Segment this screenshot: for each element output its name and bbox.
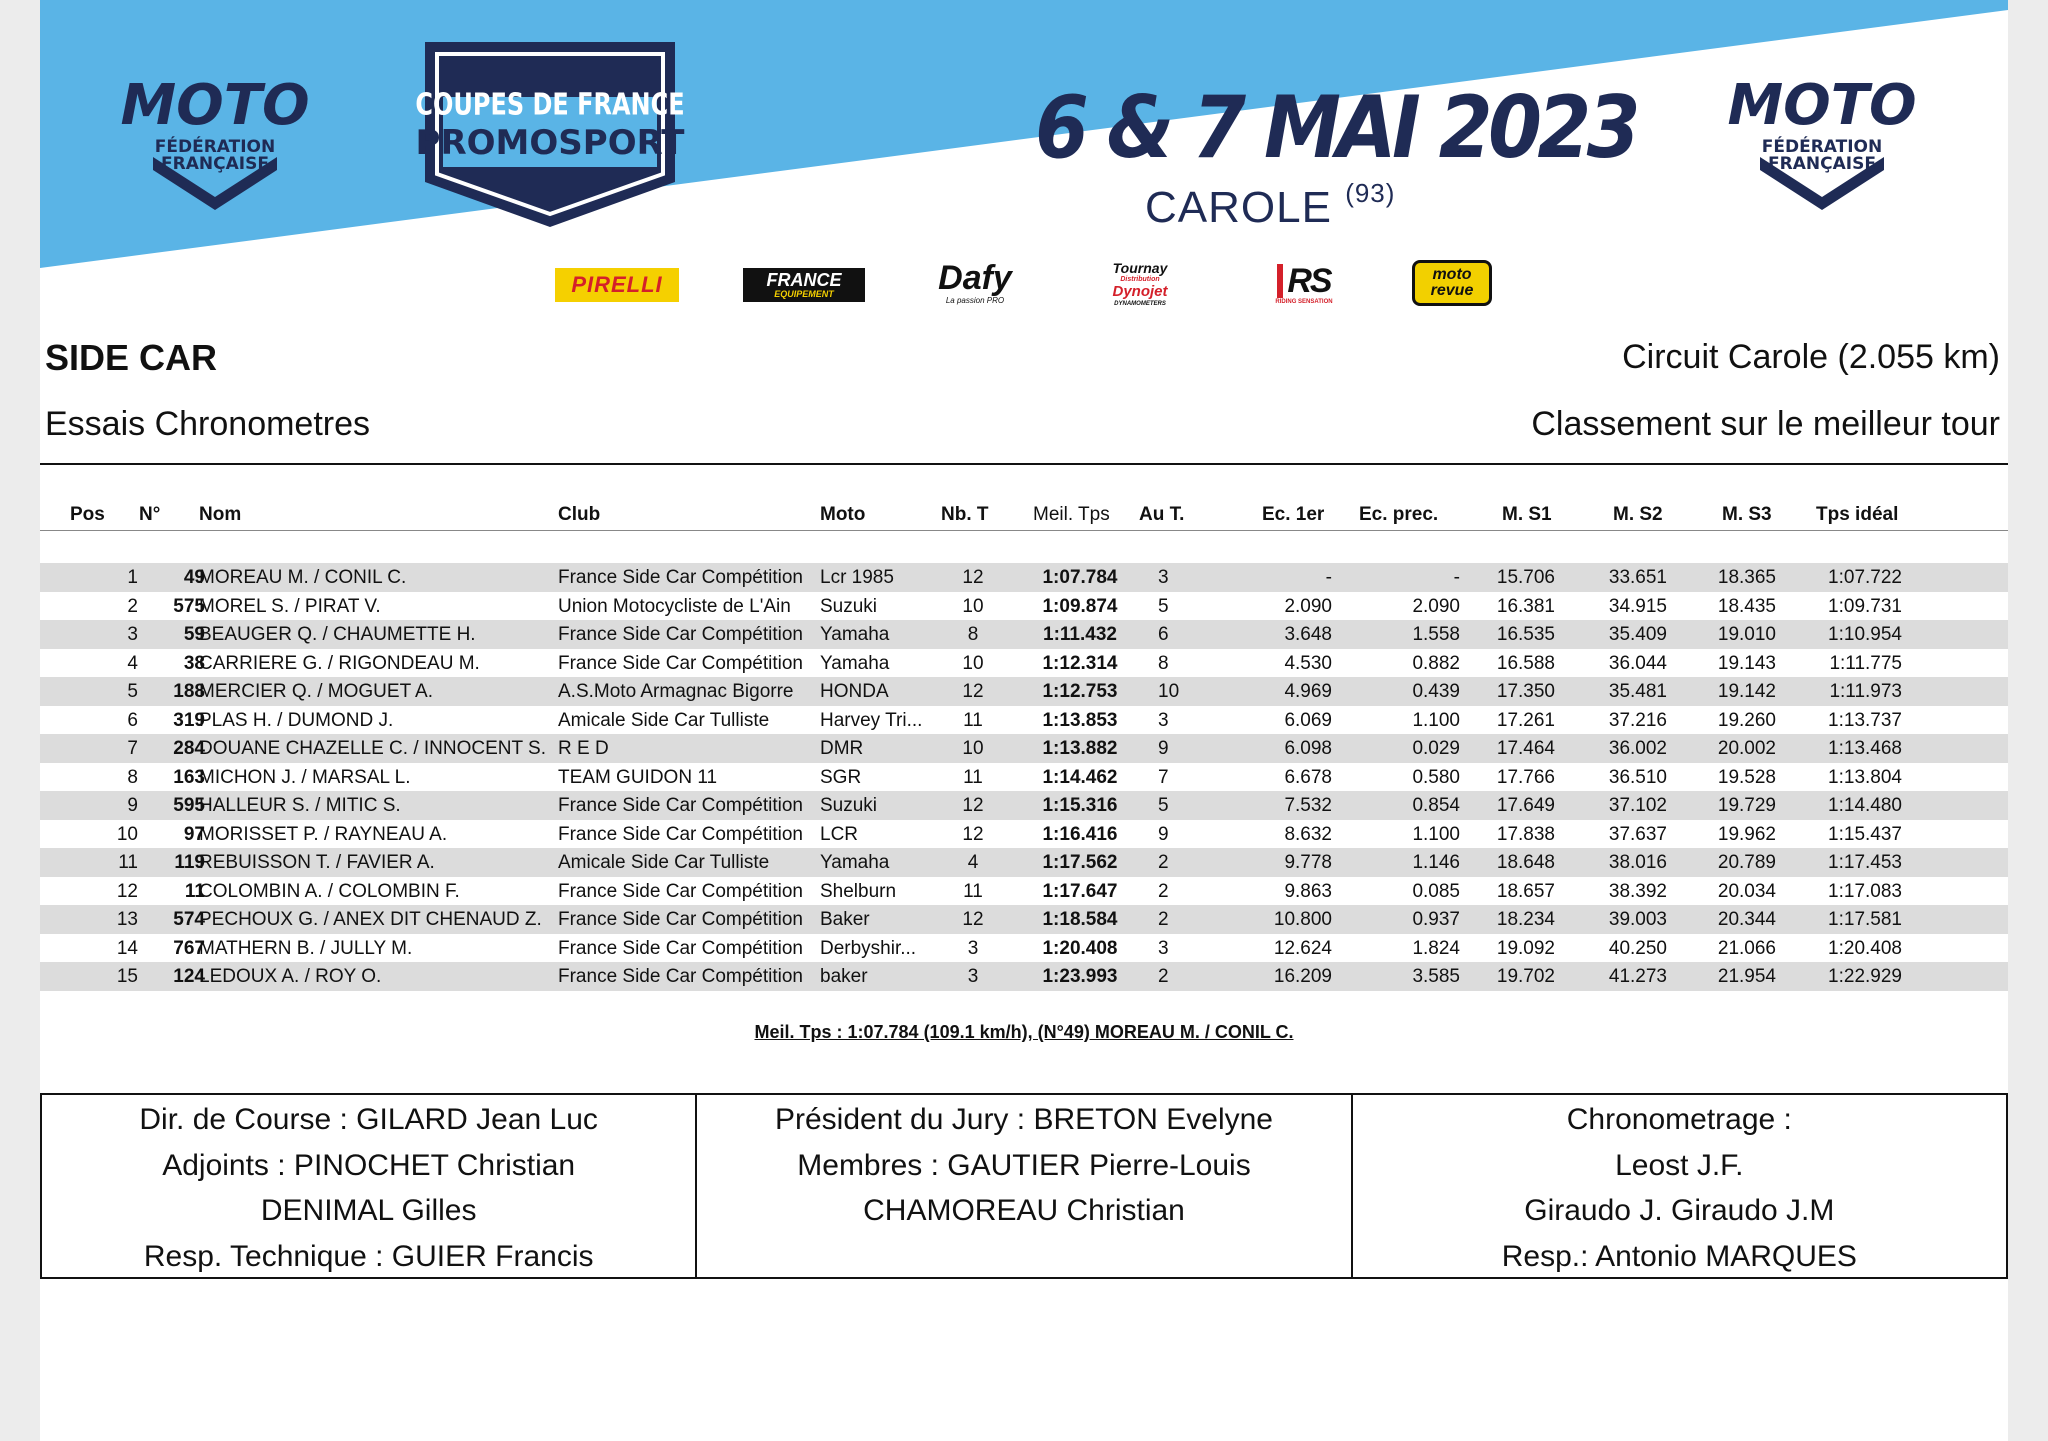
table-row xyxy=(40,791,2008,820)
cell-club: Amicale Side Car Tulliste xyxy=(558,709,770,731)
cell-s2: 37.637 xyxy=(1608,823,1667,845)
col-pos: Pos xyxy=(70,504,105,525)
cell-num: 124 xyxy=(173,966,205,987)
cell-s3: 19.142 xyxy=(1717,681,1776,702)
cell-nbt: 8 xyxy=(967,624,979,645)
cell-moto: Shelburn xyxy=(820,880,897,902)
cell-ideal: 1:15.437 xyxy=(1828,823,1902,845)
cell-club: France Side Car Compétition xyxy=(558,652,803,674)
cell-s1: 17.649 xyxy=(1496,795,1555,816)
sponsor-dafy xyxy=(930,258,1020,308)
cell-aut: 10 xyxy=(1158,681,1180,702)
banner-blue-band xyxy=(40,0,2008,268)
cell-aut: 8 xyxy=(1158,652,1169,674)
cell-nbt: 11 xyxy=(963,709,983,731)
cell-pos: 12 xyxy=(116,880,138,902)
cell-meil: 1:13.882 xyxy=(1042,738,1118,759)
cell-s1: 18.648 xyxy=(1496,852,1555,873)
cell-meil: 1:17.647 xyxy=(1042,880,1118,902)
cell-ecp: 1.558 xyxy=(1412,624,1460,645)
officials-line: Dir. de Course : GILARD Jean Luc xyxy=(139,1103,598,1136)
cell-nbt: 10 xyxy=(962,595,984,617)
cell-num: 11 xyxy=(184,880,205,902)
venue-dept: (93) xyxy=(1345,178,1396,208)
cell-ec1: 6.069 xyxy=(1284,709,1332,731)
cell-ec1: 6.098 xyxy=(1284,738,1332,759)
cell-s1: 19.092 xyxy=(1496,937,1555,959)
cell-club: A.S.Moto Armagnac Bigorre xyxy=(558,681,794,702)
cell-s3: 20.034 xyxy=(1717,880,1776,902)
cell-aut: 2 xyxy=(1158,852,1169,873)
cell-club: France Side Car Compétition xyxy=(558,937,803,959)
cell-club: France Side Car Compétition xyxy=(558,909,803,930)
cell-meil: 1:07.784 xyxy=(1042,567,1118,588)
cell-moto: Derbyshir... xyxy=(820,937,917,959)
cell-s3: 19.962 xyxy=(1717,823,1776,845)
cell-pos: 11 xyxy=(118,852,138,873)
cell-nom: PLAS H. / DUMOND J. xyxy=(199,709,394,731)
col-club: Club xyxy=(558,504,601,525)
cell-club: TEAM GUIDON 11 xyxy=(558,766,718,788)
cell-aut: 3 xyxy=(1158,709,1169,731)
cell-meil: 1:12.753 xyxy=(1042,681,1118,702)
col-num: N° xyxy=(139,504,161,525)
cell-moto: Baker xyxy=(820,909,870,930)
tournay-line4: DYNAMOMETERS xyxy=(1114,300,1166,307)
cell-s2: 36.044 xyxy=(1608,652,1667,674)
cell-aut: 9 xyxy=(1158,738,1169,759)
cell-s3: 20.002 xyxy=(1717,738,1776,759)
cell-ec1: 2.090 xyxy=(1284,595,1332,617)
cell-ideal: 1:10.954 xyxy=(1828,624,1902,645)
cell-nom: BEAUGER Q. / CHAUMETTE H. xyxy=(199,624,476,645)
table-row xyxy=(40,563,2008,592)
officials-line: Adjoints : PINOCHET Christian xyxy=(162,1148,576,1182)
cell-nbt: 3 xyxy=(967,937,979,959)
cell-nbt: 12 xyxy=(962,681,984,702)
cell-pos: 5 xyxy=(127,681,138,702)
title-divider xyxy=(40,463,2008,465)
cell-s1: 18.234 xyxy=(1496,909,1555,930)
rs-name: RS xyxy=(1277,264,1330,298)
cell-nom: MOREL S. / PIRAT V. xyxy=(199,595,381,617)
cell-ecp: 3.585 xyxy=(1412,966,1460,987)
col-meil: Meil. Tps xyxy=(1033,504,1110,525)
col-ec1: Ec. 1er xyxy=(1262,504,1325,525)
cell-s1: 17.766 xyxy=(1496,766,1555,788)
cell-meil: 1:12.314 xyxy=(1042,652,1118,674)
cell-pos: 15 xyxy=(116,966,138,987)
cell-s3: 18.435 xyxy=(1717,595,1776,617)
results-table-body xyxy=(40,563,2008,991)
cell-aut: 7 xyxy=(1158,766,1169,788)
table-row xyxy=(40,934,2008,963)
sponsor-tournay-dynojet xyxy=(1090,258,1190,310)
ffm-right-moto: MOTO xyxy=(1727,73,1917,138)
cell-ideal: 1:17.453 xyxy=(1828,852,1902,873)
cell-aut: 9 xyxy=(1158,823,1169,845)
cell-num: 38 xyxy=(183,652,205,674)
cell-num: 575 xyxy=(173,595,205,617)
cell-num: 574 xyxy=(173,909,205,930)
table-row xyxy=(40,962,2008,991)
cell-s2: 37.102 xyxy=(1608,795,1667,816)
cell-pos: 13 xyxy=(116,909,138,930)
cell-num: 767 xyxy=(173,937,205,959)
cell-ideal: 1:11.775 xyxy=(1829,652,1902,674)
dafy-name: Dafy xyxy=(938,259,1012,297)
cell-ec1: 7.532 xyxy=(1284,795,1332,816)
officials-timing xyxy=(1353,1095,2006,1277)
cell-meil: 1:20.408 xyxy=(1042,937,1118,959)
cell-ec1: - xyxy=(1325,567,1332,588)
promosport-line1: COUPES DE FRANCE xyxy=(415,87,685,123)
cell-s3: 19.528 xyxy=(1717,766,1776,788)
cell-ecp: 0.439 xyxy=(1412,681,1460,702)
cell-s2: 40.250 xyxy=(1608,937,1667,959)
ffm-right-federation: FÉDÉRATION xyxy=(1761,137,1883,157)
cell-moto: LCR xyxy=(820,823,859,845)
cell-ecp: 0.029 xyxy=(1412,738,1460,759)
venue-name: CAROLE xyxy=(1145,183,1332,232)
ffm-logo-right xyxy=(1727,73,1916,210)
cell-meil: 1:16.416 xyxy=(1042,823,1118,845)
table-row xyxy=(40,905,2008,934)
cell-pos: 2 xyxy=(127,595,138,617)
cell-s3: 21.066 xyxy=(1717,937,1776,959)
cell-nbt: 12 xyxy=(962,909,984,930)
cell-s1: 16.535 xyxy=(1496,624,1555,645)
cell-aut: 5 xyxy=(1158,795,1169,816)
cell-s2: 36.002 xyxy=(1608,738,1667,759)
table-row xyxy=(40,877,2008,906)
cell-s1: 19.702 xyxy=(1496,966,1555,987)
cell-nom: LEDOUX A. / ROY O. xyxy=(199,966,382,987)
cell-s1: 17.261 xyxy=(1496,709,1555,731)
cell-pos: 4 xyxy=(127,652,138,674)
col-ideal: Tps idéal xyxy=(1816,504,1899,525)
cell-s2: 38.016 xyxy=(1608,852,1667,873)
cell-s3: 19.143 xyxy=(1717,652,1776,674)
col-ecp: Ec. prec. xyxy=(1359,504,1439,525)
cell-ideal: 1:20.408 xyxy=(1828,937,1902,959)
cell-ec1: 4.530 xyxy=(1284,652,1332,674)
cell-s3: 19.010 xyxy=(1717,624,1776,645)
cell-ecp: 0.854 xyxy=(1412,795,1460,816)
cell-ideal: 1:07.722 xyxy=(1828,567,1902,588)
officials-line: Chronometrage : xyxy=(1566,1103,1792,1136)
cell-s3: 19.260 xyxy=(1717,709,1776,731)
category-title: SIDE CAR xyxy=(45,337,218,378)
cell-nom: MERCIER Q. / MOGUET A. xyxy=(199,681,434,702)
promosport-line2: PROMOSPORT xyxy=(415,123,685,163)
cell-aut: 2 xyxy=(1158,966,1169,987)
cell-moto: baker xyxy=(820,966,868,987)
col-s1: M. S1 xyxy=(1502,504,1552,525)
cell-num: 319 xyxy=(173,709,205,731)
table-row xyxy=(40,620,2008,649)
cell-num: 97 xyxy=(183,823,205,845)
session-title: Essais Chronometres xyxy=(45,405,371,443)
cell-meil: 1:09.874 xyxy=(1042,595,1118,617)
cell-pos: 14 xyxy=(116,937,138,959)
circuit-title: Circuit Carole (2.055 km) xyxy=(1622,338,2000,376)
cell-club: France Side Car Compétition xyxy=(558,795,803,816)
cell-ecp: 1.100 xyxy=(1412,823,1460,845)
cell-nom: CARRIERE G. / RIGONDEAU M. xyxy=(199,652,480,674)
cell-s1: 16.381 xyxy=(1496,595,1555,617)
cell-s1: 17.464 xyxy=(1496,738,1555,759)
cell-ec1: 16.209 xyxy=(1273,966,1332,987)
cell-ec1: 9.778 xyxy=(1284,852,1332,873)
cell-s3: 21.954 xyxy=(1717,966,1776,987)
cell-ec1: 9.863 xyxy=(1284,880,1332,902)
cell-s2: 34.915 xyxy=(1608,595,1667,617)
cell-club: France Side Car Compétition xyxy=(558,567,803,588)
table-header-divider xyxy=(40,530,2008,531)
col-moto: Moto xyxy=(820,504,866,525)
cell-moto: Lcr 1985 xyxy=(820,567,894,588)
cell-moto: SGR xyxy=(820,766,862,788)
results-page xyxy=(40,0,2008,1441)
ffm-left-francaise: FRANÇAISE xyxy=(161,154,269,174)
tournay-line3: Dynojet xyxy=(1112,282,1168,300)
cell-s1: 16.588 xyxy=(1496,652,1555,674)
cell-ec1: 6.678 xyxy=(1284,766,1332,788)
officials-line: Président du Jury : BRETON Evelyne xyxy=(774,1103,1273,1136)
cell-nbt: 12 xyxy=(962,567,984,588)
officials-line: Membres : GAUTIER Pierre-Louis xyxy=(797,1148,1251,1182)
officials-line: Resp. Technique : GUIER Francis xyxy=(143,1239,594,1273)
cell-ec1: 10.800 xyxy=(1273,909,1332,930)
cell-nom: MOREAU M. / CONIL C. xyxy=(199,567,407,588)
cell-club: Amicale Side Car Tulliste xyxy=(558,852,770,873)
cell-nbt: 11 xyxy=(963,880,983,902)
table-row xyxy=(40,820,2008,849)
cell-aut: 2 xyxy=(1158,880,1169,902)
cell-nbt: 12 xyxy=(962,823,984,845)
cell-meil: 1:15.316 xyxy=(1042,795,1118,816)
ffm-right-francaise: FRANÇAISE xyxy=(1768,154,1876,174)
cell-aut: 3 xyxy=(1158,937,1169,959)
cell-ec1: 4.969 xyxy=(1284,681,1332,702)
officials-line: CHAMOREAU Christian xyxy=(863,1194,1185,1227)
cell-pos: 1 xyxy=(127,567,138,588)
cell-ideal: 1:14.480 xyxy=(1828,795,1902,816)
cell-nom: MICHON J. / MARSAL L. xyxy=(199,766,411,788)
cell-nbt: 4 xyxy=(967,852,979,873)
cell-s2: 41.273 xyxy=(1608,966,1667,987)
event-date: 6 & 7 MAI 2023 xyxy=(1035,78,1637,178)
cell-pos: 10 xyxy=(116,823,138,845)
cell-nbt: 11 xyxy=(963,766,983,788)
cell-ideal: 1:13.468 xyxy=(1828,738,1902,759)
cell-ec1: 12.624 xyxy=(1273,937,1332,959)
tournay-line2: Distribution xyxy=(1120,275,1160,283)
cell-s2: 38.392 xyxy=(1608,880,1667,902)
cell-nbt: 10 xyxy=(962,652,984,674)
ranking-basis: Classement sur le meilleur tour xyxy=(1531,405,2000,443)
cell-ideal: 1:22.929 xyxy=(1828,966,1902,987)
cell-ecp: 2.090 xyxy=(1412,595,1460,617)
table-row xyxy=(40,848,2008,877)
cell-ec1: 8.632 xyxy=(1284,823,1332,845)
cell-num: 188 xyxy=(173,681,205,702)
cell-s2: 35.409 xyxy=(1608,624,1667,645)
col-aut: Au T. xyxy=(1139,504,1185,525)
officials-box xyxy=(40,1093,2008,1279)
cell-num: 163 xyxy=(173,766,205,788)
cell-num: 49 xyxy=(183,567,205,588)
cell-moto: Yamaha xyxy=(820,624,890,645)
cell-aut: 3 xyxy=(1158,567,1169,588)
officials-line: DENIMAL Gilles xyxy=(260,1194,477,1227)
cell-club: R E D xyxy=(558,738,609,759)
cell-s2: 35.481 xyxy=(1608,681,1667,702)
cell-ideal: 1:13.737 xyxy=(1828,709,1902,731)
ffm-left-federation: FÉDÉRATION xyxy=(154,137,276,157)
cell-nom: DOUANE CHAZELLE C. / INNOCENT S. xyxy=(199,738,546,759)
cell-nom: REBUISSON T. / FAVIER A. xyxy=(199,852,435,873)
cell-ecp: 0.937 xyxy=(1412,909,1460,930)
cell-ecp: 0.085 xyxy=(1412,880,1460,902)
france-equipement-line1: FRANCE xyxy=(766,270,842,290)
cell-club: France Side Car Compétition xyxy=(558,880,803,902)
col-s2: M. S2 xyxy=(1613,504,1663,525)
cell-meil: 1:11.432 xyxy=(1043,624,1117,645)
cell-s2: 33.651 xyxy=(1608,567,1667,588)
sponsor-rs xyxy=(1258,262,1350,308)
cell-nom: MORISSET P. / RAYNEAU A. xyxy=(199,823,448,845)
cell-ideal: 1:09.731 xyxy=(1828,595,1902,617)
cell-meil: 1:17.562 xyxy=(1042,852,1118,873)
cell-s2: 39.003 xyxy=(1608,909,1667,930)
cell-aut: 6 xyxy=(1158,624,1169,645)
cell-ideal: 1:17.083 xyxy=(1828,880,1902,902)
table-row xyxy=(40,706,2008,735)
cell-num: 284 xyxy=(173,738,205,759)
cell-meil: 1:23.993 xyxy=(1042,966,1118,987)
cell-meil: 1:14.462 xyxy=(1042,766,1118,788)
cell-s3: 18.365 xyxy=(1717,567,1776,588)
france-equipement-line2: EQUIPEMENT xyxy=(774,289,834,299)
cell-aut: 2 xyxy=(1158,909,1169,930)
cell-meil: 1:18.584 xyxy=(1042,909,1118,930)
cell-ecp: 1.146 xyxy=(1412,852,1460,873)
officials-line: Resp.: Antonio MARQUES xyxy=(1501,1239,1857,1273)
rs-tagline: RIDING SENSATION xyxy=(1275,299,1333,305)
cell-aut: 5 xyxy=(1158,595,1169,617)
cell-pos: 6 xyxy=(127,709,138,731)
cell-nbt: 12 xyxy=(962,795,984,816)
cell-s1: 15.706 xyxy=(1496,567,1555,588)
sponsor-motorevue xyxy=(1412,260,1492,306)
cell-moto: Yamaha xyxy=(820,652,890,674)
officials-race-direction xyxy=(42,1095,697,1277)
cell-ecp: 1.100 xyxy=(1412,709,1460,731)
cell-pos: 3 xyxy=(127,624,138,645)
cell-pos: 8 xyxy=(127,766,138,788)
cell-nom: PECHOUX G. / ANEX DIT CHENAUD Z. xyxy=(199,909,542,930)
cell-s3: 20.344 xyxy=(1717,909,1776,930)
cell-meil: 1:13.853 xyxy=(1042,709,1118,731)
cell-s2: 36.510 xyxy=(1608,766,1667,788)
officials-jury xyxy=(697,1095,1352,1277)
cell-s1: 17.350 xyxy=(1496,681,1555,702)
col-nom: Nom xyxy=(199,504,242,525)
table-header xyxy=(40,500,2008,530)
cell-s1: 18.657 xyxy=(1496,880,1555,902)
cell-s3: 19.729 xyxy=(1717,795,1776,816)
table-row xyxy=(40,592,2008,621)
table-row xyxy=(40,763,2008,792)
officials-line: Leost J.F. xyxy=(1615,1148,1744,1182)
cell-s3: 20.789 xyxy=(1717,852,1776,873)
cell-ec1: 3.648 xyxy=(1284,624,1332,645)
cell-club: Union Motocycliste de L'Ain xyxy=(558,595,791,617)
table-row xyxy=(40,649,2008,678)
cell-club: France Side Car Compétition xyxy=(558,823,803,845)
cell-moto: Yamaha xyxy=(820,852,890,873)
ffm-left-moto: MOTO xyxy=(120,73,310,138)
cell-ecp: - xyxy=(1453,567,1460,588)
cell-club: France Side Car Compétition xyxy=(558,966,803,987)
cell-nom: MATHERN B. / JULLY M. xyxy=(199,937,413,959)
cell-ideal: 1:17.581 xyxy=(1828,909,1902,930)
cell-club: France Side Car Compétition xyxy=(558,624,803,645)
sponsor-pirelli: PIRELLI xyxy=(555,268,679,302)
cell-nbt: 3 xyxy=(967,966,979,987)
cell-num: 59 xyxy=(183,624,205,645)
cell-moto: DMR xyxy=(820,738,864,759)
cell-ecp: 0.882 xyxy=(1412,652,1460,674)
cell-ideal: 1:11.973 xyxy=(1829,681,1902,702)
tournay-line1: Tournay xyxy=(1112,259,1168,276)
cell-ideal: 1:13.804 xyxy=(1828,766,1902,788)
col-s3: M. S3 xyxy=(1722,504,1772,525)
officials-line: Giraudo J. Giraudo J.M xyxy=(1524,1194,1835,1227)
motorevue-line2: revue xyxy=(1430,282,1474,299)
cell-s2: 37.216 xyxy=(1608,709,1667,731)
cell-num: 595 xyxy=(173,795,205,816)
cell-moto: Suzuki xyxy=(820,795,878,816)
cell-ecp: 1.824 xyxy=(1412,937,1460,959)
sponsor-france-equipement xyxy=(743,268,865,302)
best-lap-summary: Meil. Tps : 1:07.784 (109.1 km/h), (N°49) MOREAU M. / CONIL C. xyxy=(754,1022,1294,1042)
cell-s1: 17.838 xyxy=(1496,823,1555,845)
event-venue xyxy=(1145,178,1395,233)
cell-nbt: 10 xyxy=(962,738,984,759)
header-banner xyxy=(40,0,2008,280)
table-row xyxy=(40,677,2008,706)
cell-moto: HONDA xyxy=(820,681,889,702)
cell-ecp: 0.580 xyxy=(1412,766,1460,788)
dafy-tagline: La passion PRO xyxy=(945,296,1005,305)
table-row xyxy=(40,734,2008,763)
cell-pos: 9 xyxy=(127,795,138,816)
cell-pos: 7 xyxy=(127,738,138,759)
motorevue-line1: moto xyxy=(1432,266,1472,283)
cell-num: 119 xyxy=(174,852,205,873)
cell-nom: COLOMBIN A. / COLOMBIN F. xyxy=(199,880,460,902)
cell-moto: Suzuki xyxy=(820,595,878,617)
cell-nom: HALLEUR S. / MITIC S. xyxy=(199,795,401,816)
cell-moto: Harvey Tri... xyxy=(820,709,923,731)
col-nbt: Nb. T xyxy=(941,504,989,525)
